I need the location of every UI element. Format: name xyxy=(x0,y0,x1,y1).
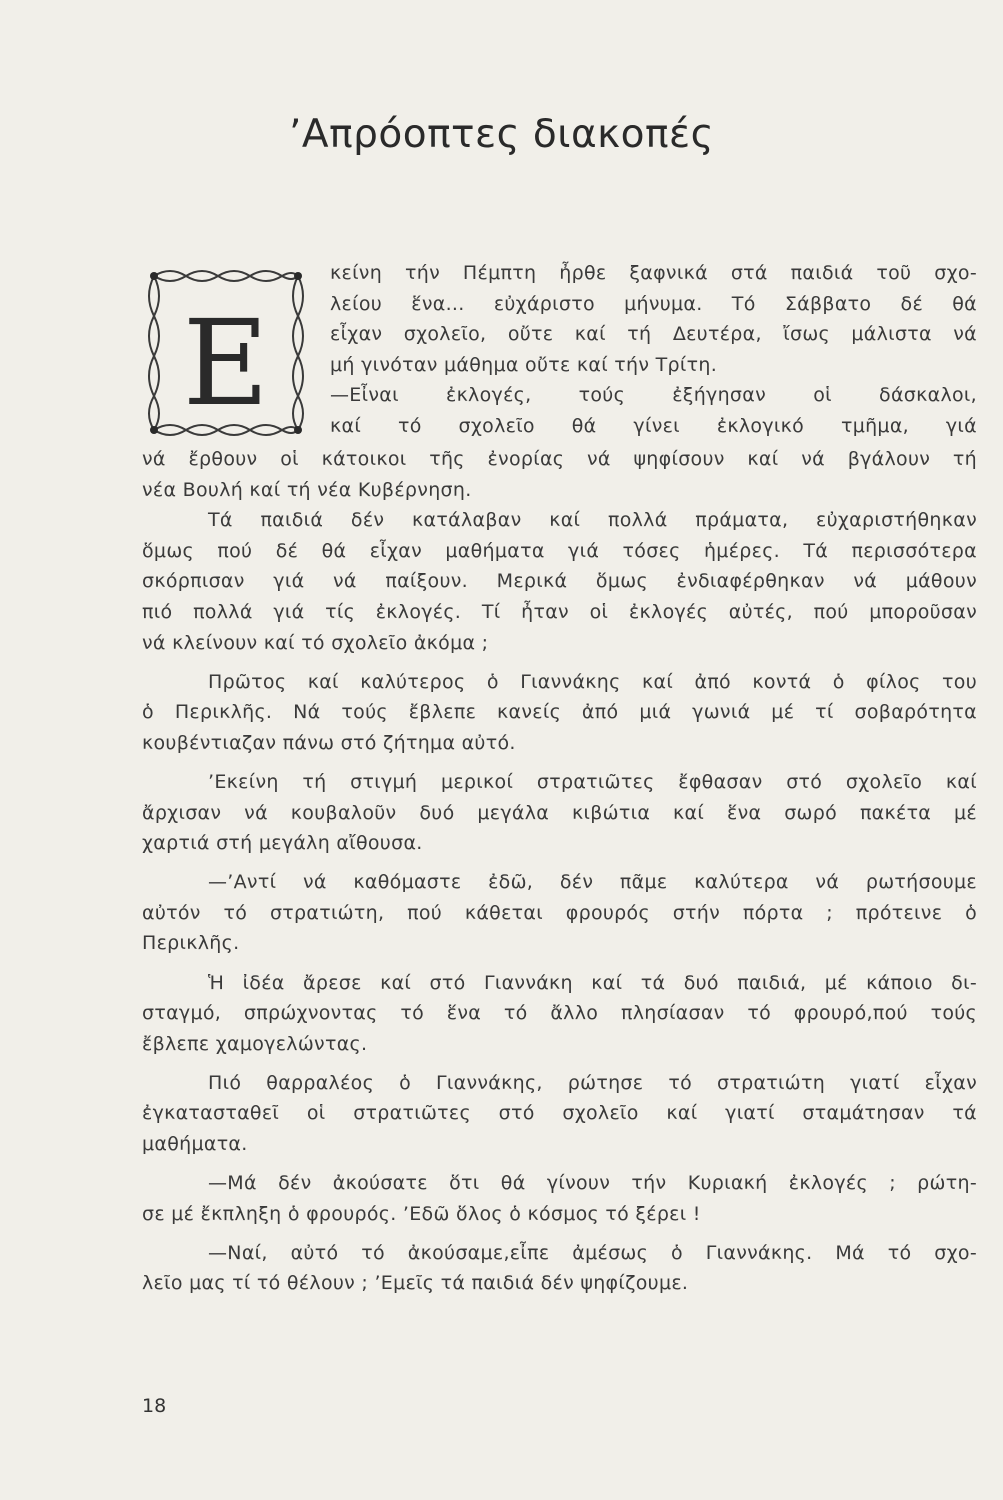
paragraph xyxy=(142,867,977,959)
text-line: ἔβλεπε χαμογελώντας. xyxy=(142,1032,368,1055)
text-line: πιό πολλά γιά τίς ἐκλογές. Τί ἦταν οἱ ἐκλογές αὐτές, πού μποροῦσαν xyxy=(142,600,977,623)
text-line: Περικλῆς. xyxy=(142,932,240,955)
paragraph xyxy=(142,1238,977,1299)
initial-letter: Ε xyxy=(182,294,270,432)
paragraph xyxy=(142,1068,977,1160)
text-line: Πρῶτος καί καλύτερος ὁ Γιαννάκης καί ἀπό κοντά ὁ φίλος του xyxy=(208,670,977,693)
paragraph xyxy=(142,505,977,658)
text-line: —Ναί, αὐτό τό ἀκούσαμε,εἶπε ἀμέσως ὁ Γιαννάκης. Μά τό σχο- xyxy=(208,1241,977,1264)
text-line: ὅμως πού δέ θά εἶχαν μαθήματα γιά τόσες ἡμέρες. Τά περισσότερα xyxy=(142,539,977,562)
text-line: αὐτόν τό στρατιώτη, πού κάθεται φρουρός στήν πόρτα ; πρότεινε ὁ xyxy=(142,901,977,924)
text-line: καί τό σχολεῖο θά γίνει ἐκλογικό τμῆμα, γιά xyxy=(330,414,977,437)
text-line: ’Εκείνη τή στιγμή μερικοί στρατιῶτες ἔφθασαν στό σχολεῖο καί xyxy=(208,770,977,793)
text-line: ἐγκατασταθεῖ οἱ στρατιῶτες στό σχολεῖο καί γιατί σταμάτησαν τά xyxy=(142,1102,977,1125)
text-line: χαρτιά στή μεγάλη αἴθουσα. xyxy=(142,832,423,855)
text-line: μαθήματα. xyxy=(142,1132,248,1155)
page-number: 18 xyxy=(142,1395,167,1417)
text-line: μή γινόταν μάθημα οὔτε καί τήν Τρίτη. xyxy=(330,353,718,376)
text-line: λεῖο μας τί τό θέλουν ; ’Εμεῖς τά παιδιά δέν ψηφίζουμε. xyxy=(142,1272,689,1295)
text-line: νά ἔρθουν οἱ κάτοικοι τῆς ἐνορίας νά ψηφίσουν καί νά βγάλουν τή xyxy=(142,448,977,470)
body-text xyxy=(142,258,977,1299)
text-line: σε μέ ἔκπληξη ὁ φρουρός. ’Εδῶ ὅλος ὁ κόσμος τό ξέρει ! xyxy=(142,1202,701,1225)
text-line: —Εἶναι ἐκλογές, τούς ἐξήγησαν οἱ δάσκαλοι, xyxy=(330,384,977,407)
text-line: ὁ Περικλῆς. Νά τούς ἔβλεπε κανείς ἀπό μιά γωνιά μέ τί σοβαρότητα xyxy=(142,701,977,724)
text-line: εἶχαν σχολεῖο, οὔτε καί τή Δευτέρα, ἴσως μάλιστα νά xyxy=(330,323,977,346)
paragraph xyxy=(142,667,977,759)
chapter-title: ’Απρόοπτες διακοπές xyxy=(289,112,714,157)
text-line: —’Αντί νά καθόμαστε ἐδῶ, δέν πᾶμε καλύτερα νά ρωτήσουμε xyxy=(208,871,977,894)
text-line: κουβέντιαζαν πάνω στό ζήτημα αὐτό. xyxy=(142,731,516,754)
text-line: λείου ἕνα... εὐχάριστο μήνυμα. Τό Σάββατο δέ θά xyxy=(330,292,977,315)
text-line: νά κλείνουν καί τό σχολεῖο ἀκόμα ; xyxy=(142,631,489,654)
text-line: σκόρπισαν γιά νά παίξουν. Μερικά ὅμως ἐνδιαφέρθηκαν νά μάθουν xyxy=(142,570,977,593)
text-line: ἄρχισαν νά κουβαλοῦν δυό μεγάλα κιβώτια καί ἕνα σωρό πακέτα μέ xyxy=(142,801,977,824)
text-line: Πιό θαρραλέος ὁ Γιαννάκης, ρώτησε τό στρατιώτη γιατί εἶχαν xyxy=(208,1071,977,1094)
text-line: Τά παιδιά δέν κατάλαβαν καί πολλά πράματα, εὐχαριστήθηκαν xyxy=(208,509,977,532)
text-line: νέα Βουλή καί τή νέα Κυβέρνηση. xyxy=(142,478,472,501)
text-line: σταγμό, σπρώχνοντας τό ἕνα τό ἄλλο πλησίασαν τό φρουρό,πού τούς xyxy=(142,1002,977,1025)
paragraph xyxy=(142,767,977,859)
text-line: Ἡ ἰδέα ἄρεσε καί στό Γιαννάκη καί τά δυό παιδιά, μέ κάποιο δι- xyxy=(208,971,977,994)
paragraph xyxy=(142,1168,977,1229)
text-line: —Μά δέν ἀκούσατε ὅτι θά γίνουν τήν Κυριακή ἐκλογές ; ρώτη- xyxy=(208,1172,977,1195)
drop-cap-initial xyxy=(140,262,310,444)
paragraph xyxy=(142,968,977,1060)
text-line: κείνη τήν Πέμπτη ἦρθε ξαφνικά στά παιδιά τοῦ σχο- xyxy=(330,262,977,284)
ornamental-frame-icon xyxy=(140,262,310,444)
